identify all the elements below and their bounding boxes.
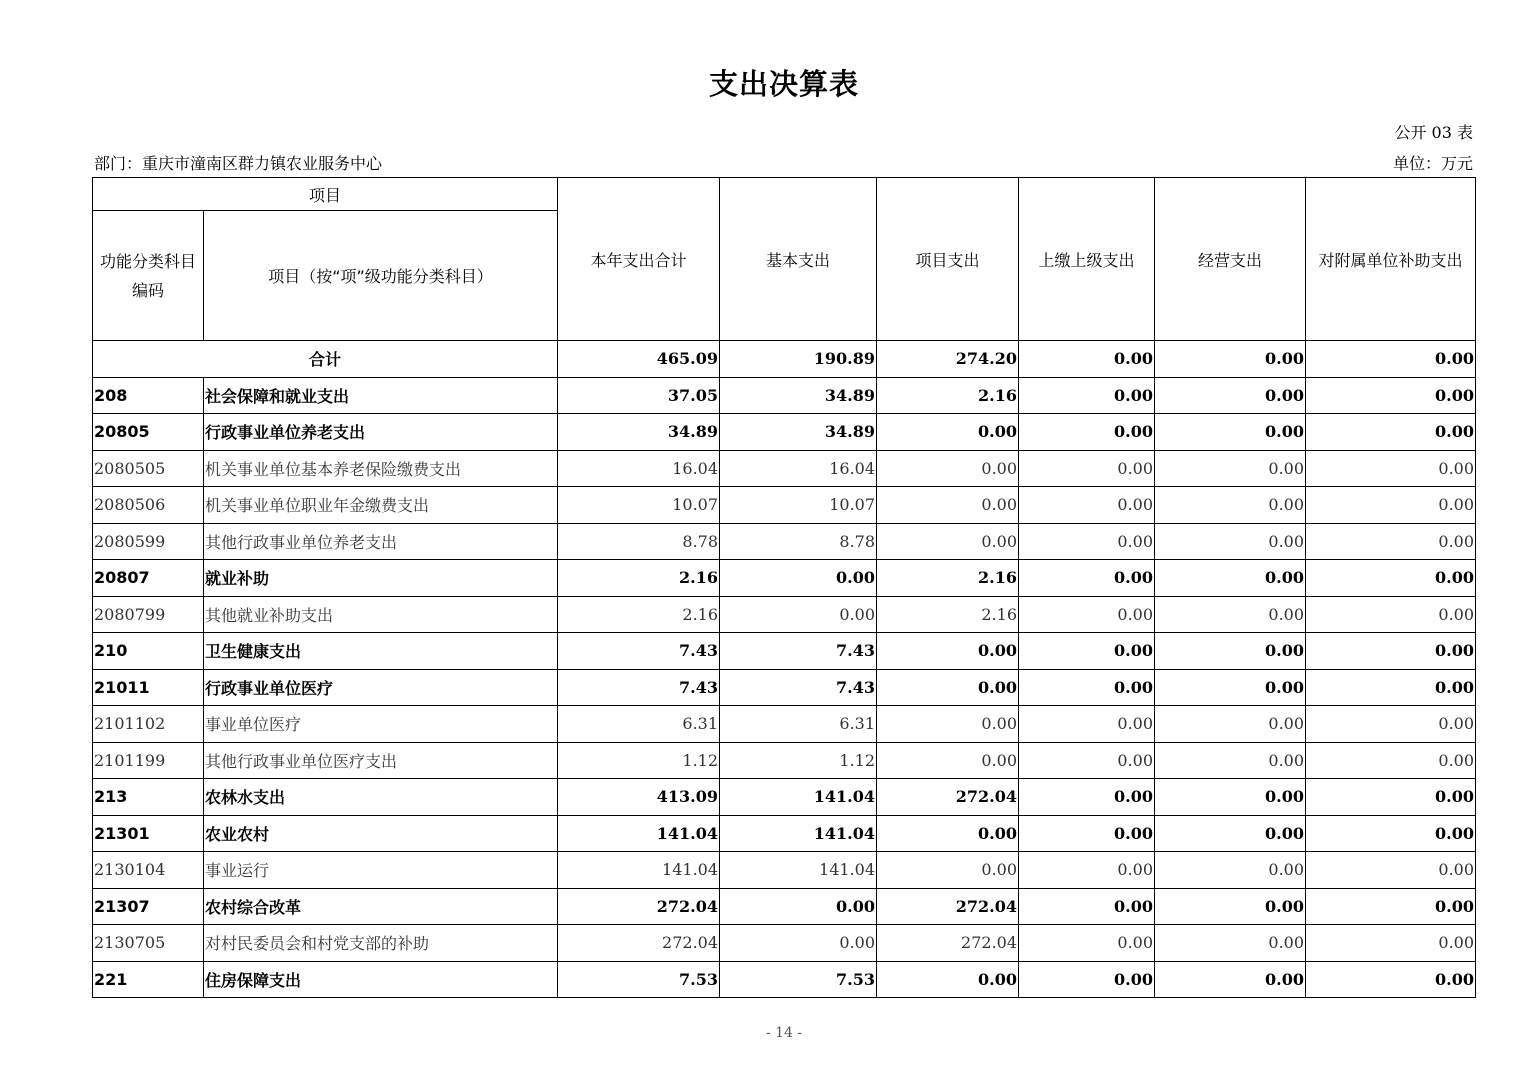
table-row xyxy=(93,450,1476,487)
table-row xyxy=(93,925,1476,962)
row-project-expenditure: 0.00 xyxy=(877,961,1019,998)
table-row xyxy=(93,669,1476,706)
row-total: 2.16 xyxy=(558,596,720,633)
row-upper-remit: 0.00 xyxy=(1019,888,1155,925)
row-subsidiary: 0.00 xyxy=(1306,779,1476,816)
row-subsidiary: 0.00 xyxy=(1306,888,1476,925)
row-subsidiary: 0.00 xyxy=(1306,925,1476,962)
row-project-expenditure: 2.16 xyxy=(877,596,1019,633)
row-upper-remit: 0.00 xyxy=(1019,779,1155,816)
row-project-expenditure: 2.16 xyxy=(877,560,1019,597)
row-basic: 6.31 xyxy=(720,706,877,743)
row-business: 0.00 xyxy=(1155,961,1306,998)
row-business: 0.00 xyxy=(1155,560,1306,597)
row-basic: 16.04 xyxy=(720,450,877,487)
row-total: 34.89 xyxy=(558,414,720,451)
table-row xyxy=(93,779,1476,816)
row-subsidiary: 0.00 xyxy=(1306,633,1476,670)
row-project-expenditure: 2.16 xyxy=(877,377,1019,414)
row-upper-remit: 0.00 xyxy=(1019,633,1155,670)
row-name: 农村综合改革 xyxy=(204,888,558,925)
row-code: 2101199 xyxy=(93,742,204,779)
row-subsidiary: 0.00 xyxy=(1306,377,1476,414)
row-basic: 141.04 xyxy=(720,852,877,889)
row-business: 0.00 xyxy=(1155,450,1306,487)
header-code: 功能分类科目编码 xyxy=(93,211,204,341)
row-name: 事业运行 xyxy=(204,852,558,889)
row-project-expenditure: 0.00 xyxy=(877,815,1019,852)
row-name: 行政事业单位医疗 xyxy=(204,669,558,706)
row-upper-remit: 0.00 xyxy=(1019,852,1155,889)
header-project-expenditure: 项目支出 xyxy=(877,178,1019,341)
table-row xyxy=(93,633,1476,670)
row-subsidiary: 0.00 xyxy=(1306,414,1476,451)
row-business: 0.00 xyxy=(1155,925,1306,962)
table-row xyxy=(93,560,1476,597)
row-total: 7.43 xyxy=(558,669,720,706)
row-upper-remit: 0.00 xyxy=(1019,925,1155,962)
row-project-expenditure: 272.04 xyxy=(877,925,1019,962)
table-row xyxy=(93,706,1476,743)
row-business: 0.00 xyxy=(1155,888,1306,925)
row-code: 2130104 xyxy=(93,852,204,889)
row-business: 0.00 xyxy=(1155,487,1306,524)
row-business: 0.00 xyxy=(1155,669,1306,706)
department-label: 部门：重庆市潼南区群力镇农业服务中心 xyxy=(94,154,383,173)
table-row xyxy=(93,414,1476,451)
row-total: 2.16 xyxy=(558,560,720,597)
row-subsidiary: 0.00 xyxy=(1306,669,1476,706)
table-row xyxy=(93,377,1476,414)
total-basic: 190.89 xyxy=(720,341,877,378)
row-upper-remit: 0.00 xyxy=(1019,961,1155,998)
total-subsidiary: 0.00 xyxy=(1306,341,1476,378)
header-subsidiary: 对附属单位补助支出 xyxy=(1306,178,1476,341)
row-business: 0.00 xyxy=(1155,742,1306,779)
row-subsidiary: 0.00 xyxy=(1306,961,1476,998)
table-number: 公开 03 表 xyxy=(1394,123,1473,142)
row-name: 其他行政事业单位养老支出 xyxy=(204,523,558,560)
row-upper-remit: 0.00 xyxy=(1019,523,1155,560)
row-project-expenditure: 0.00 xyxy=(877,523,1019,560)
row-code: 2130705 xyxy=(93,925,204,962)
header-upper-remit: 上缴上级支出 xyxy=(1019,178,1155,341)
row-project-expenditure: 0.00 xyxy=(877,706,1019,743)
row-name: 住房保障支出 xyxy=(204,961,558,998)
table-row xyxy=(93,596,1476,633)
row-total: 272.04 xyxy=(558,888,720,925)
row-basic: 8.78 xyxy=(720,523,877,560)
total-label: 合计 xyxy=(93,341,558,378)
total-upper-remit: 0.00 xyxy=(1019,341,1155,378)
total-project-expenditure: 274.20 xyxy=(877,341,1019,378)
row-total: 16.04 xyxy=(558,450,720,487)
row-project-expenditure: 272.04 xyxy=(877,779,1019,816)
row-business: 0.00 xyxy=(1155,706,1306,743)
table-row xyxy=(93,852,1476,889)
page-title: 支出决算表 xyxy=(708,67,859,101)
total-row xyxy=(93,341,1476,378)
header-project: 项目 xyxy=(93,178,558,211)
table-row xyxy=(93,815,1476,852)
row-total: 10.07 xyxy=(558,487,720,524)
row-code: 21307 xyxy=(93,888,204,925)
row-name: 行政事业单位养老支出 xyxy=(204,414,558,451)
row-basic: 34.89 xyxy=(720,377,877,414)
row-total: 6.31 xyxy=(558,706,720,743)
row-project-expenditure: 0.00 xyxy=(877,414,1019,451)
row-code: 2080599 xyxy=(93,523,204,560)
table-row xyxy=(93,961,1476,998)
row-subsidiary: 0.00 xyxy=(1306,450,1476,487)
header-basic: 基本支出 xyxy=(720,178,877,341)
row-total: 8.78 xyxy=(558,523,720,560)
row-business: 0.00 xyxy=(1155,779,1306,816)
row-subsidiary: 0.00 xyxy=(1306,523,1476,560)
row-basic: 34.89 xyxy=(720,414,877,451)
row-upper-remit: 0.00 xyxy=(1019,815,1155,852)
table-row xyxy=(93,742,1476,779)
row-basic: 7.53 xyxy=(720,961,877,998)
row-business: 0.00 xyxy=(1155,377,1306,414)
row-total: 272.04 xyxy=(558,925,720,962)
row-total: 141.04 xyxy=(558,852,720,889)
row-basic: 0.00 xyxy=(720,925,877,962)
row-code: 2101102 xyxy=(93,706,204,743)
row-basic: 0.00 xyxy=(720,596,877,633)
row-code: 2080505 xyxy=(93,450,204,487)
row-subsidiary: 0.00 xyxy=(1306,852,1476,889)
row-code: 2080506 xyxy=(93,487,204,524)
row-code: 2080799 xyxy=(93,596,204,633)
row-upper-remit: 0.00 xyxy=(1019,742,1155,779)
row-project-expenditure: 0.00 xyxy=(877,450,1019,487)
row-name: 对村民委员会和村党支部的补助 xyxy=(204,925,558,962)
page-number: - 14 - xyxy=(765,1025,803,1041)
row-business: 0.00 xyxy=(1155,596,1306,633)
row-name: 机关事业单位基本养老保险缴费支出 xyxy=(204,450,558,487)
row-code: 20805 xyxy=(93,414,204,451)
row-business: 0.00 xyxy=(1155,815,1306,852)
row-code: 213 xyxy=(93,779,204,816)
row-total: 141.04 xyxy=(558,815,720,852)
expenditure-table xyxy=(92,177,1476,998)
row-code: 21011 xyxy=(93,669,204,706)
row-business: 0.00 xyxy=(1155,633,1306,670)
header-name: 项目（按“项”级功能分类科目） xyxy=(204,211,558,341)
row-name: 社会保障和就业支出 xyxy=(204,377,558,414)
row-basic: 7.43 xyxy=(720,633,877,670)
row-total: 413.09 xyxy=(558,779,720,816)
row-basic: 141.04 xyxy=(720,815,877,852)
row-business: 0.00 xyxy=(1155,523,1306,560)
row-business: 0.00 xyxy=(1155,852,1306,889)
row-upper-remit: 0.00 xyxy=(1019,560,1155,597)
row-subsidiary: 0.00 xyxy=(1306,815,1476,852)
row-code: 20807 xyxy=(93,560,204,597)
row-code: 210 xyxy=(93,633,204,670)
header-business: 经营支出 xyxy=(1155,178,1306,341)
row-name: 其他就业补助支出 xyxy=(204,596,558,633)
total-business: 0.00 xyxy=(1155,341,1306,378)
row-basic: 1.12 xyxy=(720,742,877,779)
row-subsidiary: 0.00 xyxy=(1306,706,1476,743)
row-subsidiary: 0.00 xyxy=(1306,742,1476,779)
row-name: 卫生健康支出 xyxy=(204,633,558,670)
row-upper-remit: 0.00 xyxy=(1019,450,1155,487)
unit-label: 单位：万元 xyxy=(1392,154,1473,173)
total-total: 465.09 xyxy=(558,341,720,378)
row-upper-remit: 0.00 xyxy=(1019,487,1155,524)
row-project-expenditure: 0.00 xyxy=(877,852,1019,889)
row-subsidiary: 0.00 xyxy=(1306,487,1476,524)
table-row xyxy=(93,487,1476,524)
row-project-expenditure: 0.00 xyxy=(877,633,1019,670)
row-total: 1.12 xyxy=(558,742,720,779)
row-upper-remit: 0.00 xyxy=(1019,377,1155,414)
row-name: 农业农村 xyxy=(204,815,558,852)
row-name: 机关事业单位职业年金缴费支出 xyxy=(204,487,558,524)
row-upper-remit: 0.00 xyxy=(1019,414,1155,451)
row-project-expenditure: 0.00 xyxy=(877,487,1019,524)
row-project-expenditure: 272.04 xyxy=(877,888,1019,925)
table-row xyxy=(93,523,1476,560)
row-name: 事业单位医疗 xyxy=(204,706,558,743)
row-basic: 7.43 xyxy=(720,669,877,706)
header-total: 本年支出合计 xyxy=(558,178,720,341)
row-basic: 141.04 xyxy=(720,779,877,816)
row-code: 208 xyxy=(93,377,204,414)
row-basic: 0.00 xyxy=(720,888,877,925)
row-upper-remit: 0.00 xyxy=(1019,669,1155,706)
row-code: 221 xyxy=(93,961,204,998)
row-upper-remit: 0.00 xyxy=(1019,706,1155,743)
row-name: 其他行政事业单位医疗支出 xyxy=(204,742,558,779)
row-total: 7.53 xyxy=(558,961,720,998)
table-row xyxy=(93,888,1476,925)
row-upper-remit: 0.00 xyxy=(1019,596,1155,633)
row-basic: 0.00 xyxy=(720,560,877,597)
row-subsidiary: 0.00 xyxy=(1306,596,1476,633)
row-business: 0.00 xyxy=(1155,414,1306,451)
row-total: 7.43 xyxy=(558,633,720,670)
row-total: 37.05 xyxy=(558,377,720,414)
row-project-expenditure: 0.00 xyxy=(877,669,1019,706)
row-project-expenditure: 0.00 xyxy=(877,742,1019,779)
row-code: 21301 xyxy=(93,815,204,852)
row-name: 农林水支出 xyxy=(204,779,558,816)
row-subsidiary: 0.00 xyxy=(1306,560,1476,597)
row-name: 就业补助 xyxy=(204,560,558,597)
row-basic: 10.07 xyxy=(720,487,877,524)
